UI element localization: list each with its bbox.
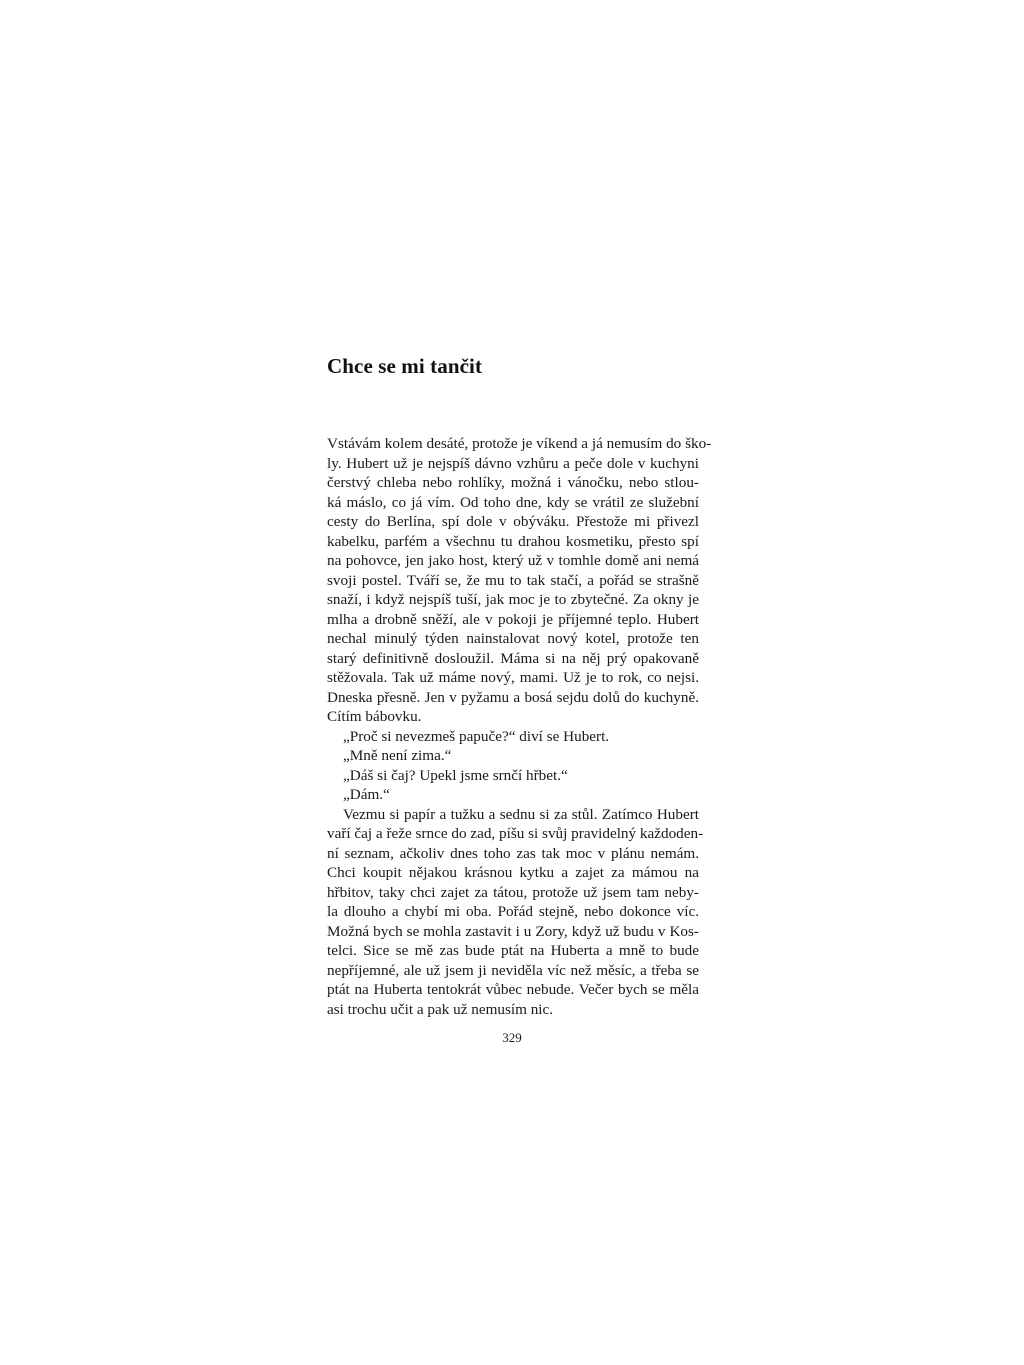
text-line: snaží, i když nejspíš tuší, jak moc je to zbytečné. Za okny je: [327, 591, 699, 608]
text-line: Vezmu si papír a tužku a sednu si za stůl. Zatímco Hubert: [343, 805, 699, 823]
text-line: ká máslo, co já vím. Od toho dne, kdy se vrátil ze služební: [327, 493, 699, 511]
body-text: [327, 434, 712, 1019]
text-line: nechal minulý týden nainstalovat nový kotel, protože ten: [327, 630, 699, 647]
chapter-title: Chce se mi tančit: [327, 354, 483, 378]
text-line: Dneska přesně. Jen v pyžamu a bosá sejdu dolů do kuchyně.: [327, 688, 699, 706]
text-line: ní seznam, ačkoliv dnes toho zas tak moc v plánu nemám.: [327, 844, 699, 862]
text-line: svoji postel. Tváří se, že mu to tak stačí, a pořád se strašně: [327, 571, 699, 589]
dialogue-line: „Dám.“: [343, 786, 390, 803]
text-line: Cítím bábovku.: [327, 708, 422, 725]
text-line: telci. Sice se mě zas bude ptát na Huberta a mně to bude: [327, 942, 699, 959]
text-line: cesty do Berlína, spí dole v obýváku. Přestože mi přivezl: [327, 513, 699, 530]
dialogue-line: „Mně není zima.“: [343, 747, 452, 764]
text-line: nepříjemné, ale už jsem ji neviděla víc než měsíc, a třeba se: [327, 961, 699, 979]
page-number: 329: [502, 1030, 522, 1045]
dialogue-line: „Dáš si čaj? Upekl jsme srnčí hřbet.“: [343, 766, 568, 784]
text-line: asi trochu učit a pak už nemusím nic.: [327, 1000, 554, 1018]
text-line: Možná bych se mohla zastavit i u Zory, když už budu v Kos-: [327, 922, 699, 940]
text-line: mlha a drobně sněží, ale v pokoji je příjemné teplo. Hubert: [327, 610, 699, 628]
text-line: na pohovce, jen jako host, který už v tomhle domě ani nemá: [327, 552, 699, 569]
text-line: Chci koupit nějakou krásnou kytku a zajet za mámou na: [327, 864, 699, 881]
text-line: kabelku, parfém a všechnu tu drahou kosmetiku, přesto spí: [327, 532, 699, 550]
text-line: Vstávám kolem desáté, protože je víkend a já nemusím do ško-: [327, 435, 712, 452]
dialogue-line: „Proč si nevezmeš papuče?“ diví se Hubert.: [343, 727, 610, 745]
text-line: hřbitov, taky chci zajet za tátou, protože už jsem tam neby-: [327, 883, 699, 901]
text-line: vaří čaj a řeže srnce do zad, píšu si svůj pravidelný každoden-: [327, 825, 704, 842]
text-line: starý definitivně dosloužil. Máma si na něj prý opakovaně: [327, 649, 699, 667]
text-line: la dlouho a chybí mi oba. Pořád stejně, nebo dokonce víc.: [327, 903, 699, 920]
text-line: čerstvý chleba nebo rohlíky, možná i vánočku, nebo stlou-: [327, 474, 699, 491]
text-line: ptát na Huberta tentokrát vůbec nebude. Večer bych se měla: [327, 981, 699, 998]
text-line: ly. Hubert už je nejspíš dávno vzhůru a peče dole v kuchyni: [327, 454, 699, 472]
text-line: stěžovala. Tak už máme nový, mami. Už je to rok, co nejsi.: [327, 669, 699, 686]
